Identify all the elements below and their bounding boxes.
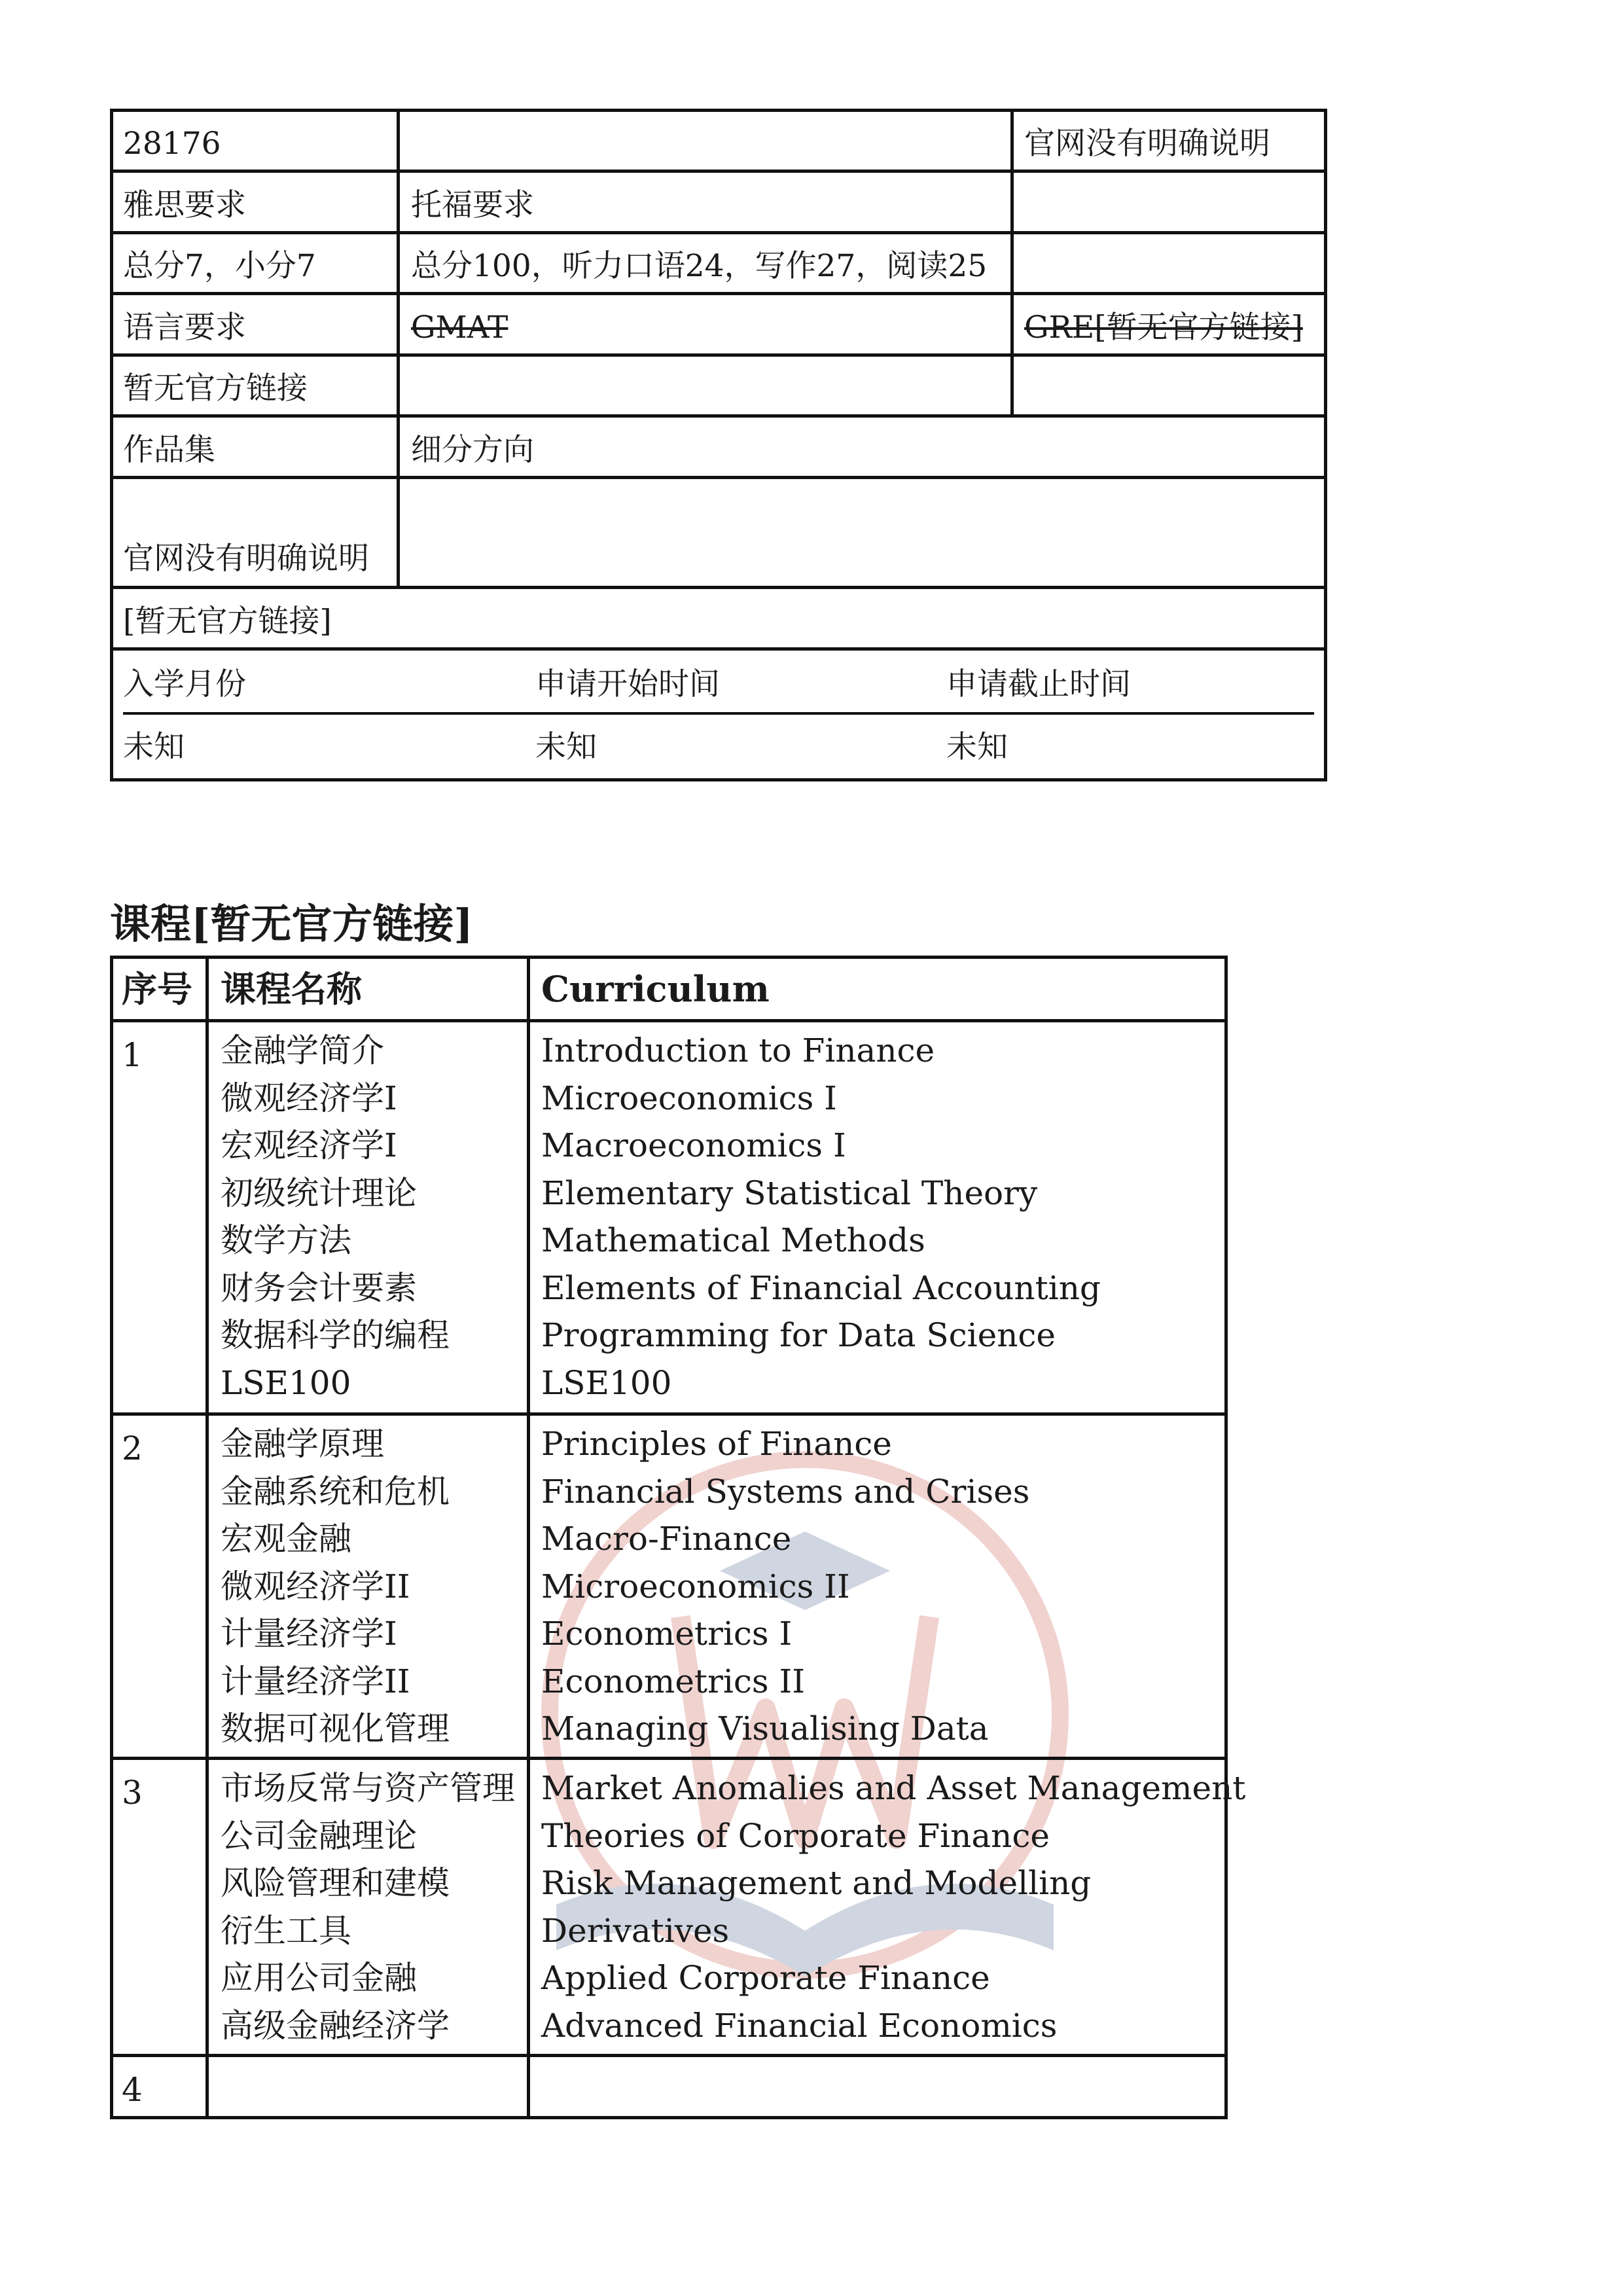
list-item: Managing Visualising Data: [541, 1710, 989, 1748]
year-2-names-cn: [221, 1420, 450, 1753]
list-item: Principles of Finance: [541, 1425, 892, 1463]
header-curriculum: Curriculum: [541, 968, 770, 1010]
official-link: [暂无官方链接]: [123, 603, 332, 639]
header-number: 序号: [122, 968, 192, 1010]
list-item: 金融学原理: [221, 1425, 384, 1463]
list-item: Elementary Statistical Theory: [541, 1174, 1038, 1212]
list-item: 计量经济学II: [221, 1662, 410, 1700]
intake-month-label: 入学月份: [123, 666, 246, 702]
language-label: 语言要求: [123, 310, 246, 346]
year-2-number: 2: [122, 1429, 143, 1467]
list-item: 计量经济学I: [221, 1615, 397, 1653]
list-item: 数据科学的编程: [221, 1316, 450, 1354]
list-item: 金融学简介: [221, 1031, 384, 1069]
toefl-value: 总分100，听力口语24，写作27，阅读25: [411, 248, 988, 284]
year-4-number: 4: [122, 2071, 143, 2109]
header-course-name: 课程名称: [221, 968, 362, 1010]
list-item: 市场反常与资产管理: [221, 1769, 515, 1807]
list-item: 高级金融经济学: [221, 2006, 450, 2045]
list-item: 风险管理和建模: [221, 1864, 450, 1902]
year-1-number: 1: [122, 1036, 143, 1074]
application-deadline-label: 申请截止时间: [946, 666, 1131, 702]
ielts-value: 总分7，小分7: [123, 248, 316, 284]
course-table: [110, 956, 1246, 2119]
intake-month-value: 未知: [123, 729, 185, 765]
list-item: Econometrics II: [541, 1662, 805, 1700]
list-item: Econometrics I: [541, 1615, 793, 1653]
year-3-names-cn: [221, 1765, 515, 2049]
list-item: LSE100: [221, 1363, 351, 1402]
list-item: LSE100: [541, 1363, 672, 1402]
list-item: Macroeconomics I: [541, 1126, 846, 1164]
list-item: Microeconomics I: [541, 1079, 837, 1117]
list-item: 应用公司金融: [221, 1959, 417, 1997]
list-item: Market Anomalies and Asset Management: [541, 1769, 1246, 1807]
list-item: 初级统计理论: [221, 1174, 417, 1212]
year-2-names-en: [541, 1420, 1029, 1753]
list-item: 数据可视化管理: [221, 1710, 450, 1748]
direction-label: 细分方向: [411, 432, 534, 468]
language-value: 暂无官方链接: [123, 370, 308, 406]
program-code: 28176: [123, 126, 221, 162]
list-item: 微观经济学II: [221, 1567, 410, 1605]
row1-note: 官网没有明确说明: [1024, 126, 1270, 162]
portfolio-value: 官网没有明确说明: [123, 541, 369, 577]
application-start-value: 未知: [535, 729, 597, 765]
requirements-table: [110, 109, 1327, 781]
list-item: Advanced Financial Economics: [541, 2006, 1058, 2045]
application-start-label: 申请开始时间: [535, 666, 720, 702]
list-item: Financial Systems and Crises: [541, 1472, 1030, 1511]
list-item: 宏观经济学I: [221, 1126, 397, 1164]
list-item: Introduction to Finance: [541, 1031, 935, 1069]
year-1-names-en: [541, 1027, 1101, 1407]
list-item: 数学方法: [221, 1221, 351, 1259]
list-item: Macro-Finance: [541, 1520, 792, 1558]
list-item: Mathematical Methods: [541, 1221, 925, 1259]
list-item: 金融系统和危机: [221, 1472, 450, 1511]
list-item: Applied Corporate Finance: [541, 1959, 990, 1997]
list-item: 公司金融理论: [221, 1816, 417, 1855]
list-item: 微观经济学I: [221, 1079, 397, 1117]
application-deadline-value: 未知: [946, 729, 1008, 765]
list-item: Risk Management and Modelling: [541, 1864, 1092, 1902]
course-section-title: 课程[暂无官方链接]: [110, 900, 473, 948]
year-1-names-cn: [221, 1027, 450, 1407]
list-item: 财务会计要素: [221, 1268, 417, 1307]
ielts-label: 雅思要求: [123, 187, 246, 223]
list-item: Derivatives: [541, 1911, 730, 1950]
list-item: Theories of Corporate Finance: [541, 1816, 1050, 1855]
list-item: Programming for Data Science: [541, 1316, 1056, 1354]
list-item: 衍生工具: [221, 1911, 351, 1950]
list-item: Microeconomics II: [541, 1567, 850, 1605]
toefl-label: 托福要求: [411, 187, 534, 223]
portfolio-label: 作品集: [123, 432, 215, 468]
list-item: 宏观金融: [221, 1520, 351, 1558]
year-3-number: 3: [122, 1774, 143, 1812]
list-item: Elements of Financial Accounting: [541, 1268, 1101, 1307]
year-3-names-en: [541, 1765, 1245, 2049]
gmat-label: GMAT: [411, 310, 508, 346]
gre-label: GRE[暂无官方链接]: [1024, 310, 1303, 346]
